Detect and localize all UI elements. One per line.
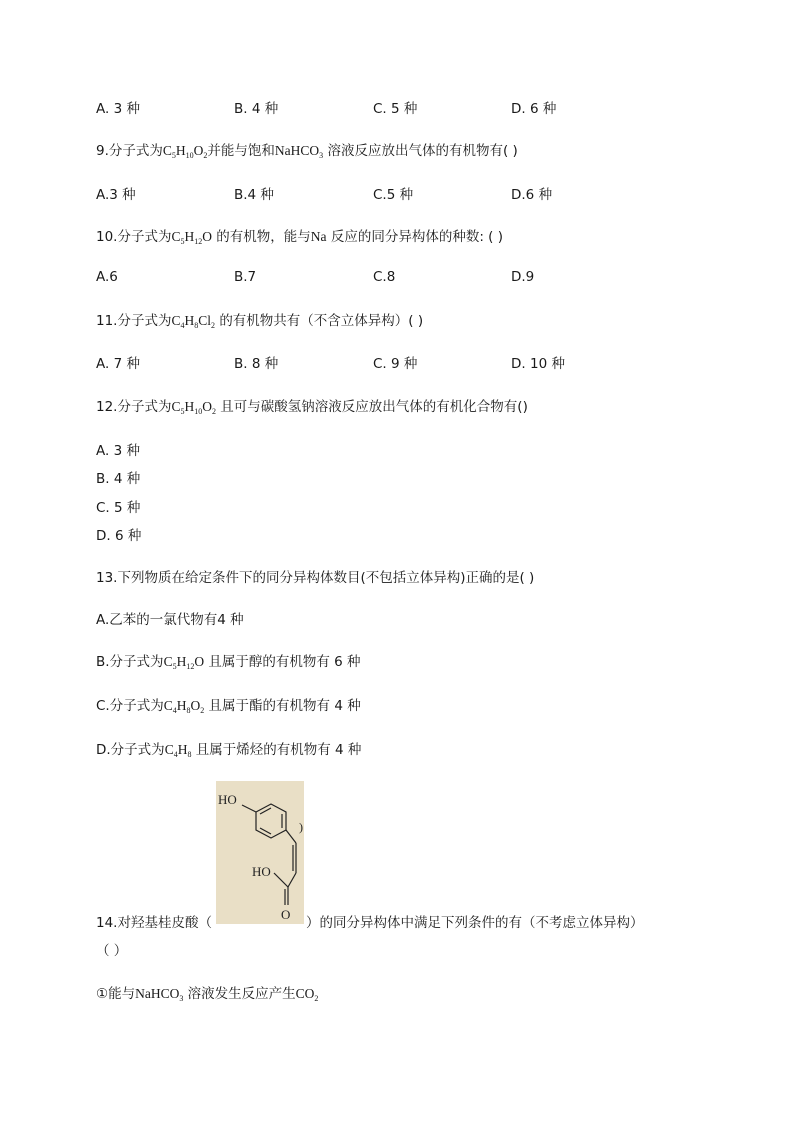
q11-prefix: 11.分子式为 (96, 313, 172, 329)
q13-option-b (96, 650, 361, 670)
q12-option-c: C. 5 种 (96, 500, 141, 516)
q10-na: Na (310, 229, 327, 244)
q13-d-suffix: 且属于烯烃的有机物有 4 种 (195, 742, 362, 758)
p-hydroxycinnamic-acid-structure (216, 781, 304, 924)
q10-formula: $C_5H_{12}O$ (171, 229, 212, 246)
q9-stem (96, 139, 518, 159)
q14-cond1-co2: $CO_2$ (295, 986, 319, 1003)
q8-option-a: A. 3 种 (96, 101, 140, 117)
q13-option-c (96, 694, 361, 714)
q13-b-suffix: 且属于醇的有机物有 6 种 (208, 654, 361, 670)
q11-option-a: A. 7 种 (96, 356, 140, 372)
q9-option-d: D.6 种 (511, 187, 553, 203)
q9-option-b: B.4 种 (234, 187, 274, 203)
q13-d-prefix: D.分子式为 (96, 742, 165, 758)
carbonyl-oxygen-label: O (281, 907, 291, 922)
q12-prefix: 12.分子式为 (96, 399, 172, 415)
q13-c-suffix: 且属于酯的有机物有 4 种 (208, 698, 361, 714)
q13-d-formula: $C_4H_8$ (164, 742, 192, 759)
q10-option-d: D.9 (511, 269, 535, 285)
q13-b-prefix: B.分子式为 (96, 654, 164, 670)
q13-c-formula: $C_4H_8O_2$ (163, 698, 205, 715)
q10-stem (96, 225, 503, 245)
q11-option-c: C. 9 种 (373, 356, 418, 372)
carboxyl-group (274, 873, 288, 905)
q8-option-c: C. 5 种 (373, 101, 418, 117)
q10-prefix: 10.分子式为 (96, 229, 172, 245)
q11-stem (96, 309, 423, 329)
q14-cond1-reagent: NaHCO$_3$ (135, 986, 184, 1003)
q12-option-a: A. 3 种 (96, 443, 140, 459)
q11-suffix: 的有机物共有（不含立体异构）( ) (219, 313, 424, 329)
q10-suffix: 反应的同分异构体的种数: ( ) (330, 229, 504, 245)
q10-option-a: A.6 (96, 269, 118, 285)
q14-suffix: ）的同分异构体中满足下列条件的有（不考虑立体异构） (306, 915, 644, 931)
acid-hydroxyl-label: HO (252, 864, 271, 879)
benzene-ring (242, 804, 286, 838)
q13-option-a: A.乙苯的一氯代物有4 种 (96, 612, 244, 628)
q12-formula: $C_5H_{10}O_2$ (171, 399, 216, 416)
q11-option-d: D. 10 种 (511, 356, 565, 372)
q9-option-c: C.5 种 (373, 187, 414, 203)
molecule-svg (216, 781, 304, 924)
q14-prefix: 14.对羟基桂皮酸（ (96, 915, 212, 931)
q10-option-c: C.8 (373, 269, 396, 285)
q14-answer-paren: （ ） (96, 943, 128, 959)
q13-c-prefix: C.分子式为 (96, 698, 164, 714)
hydroxyl-label: HO (218, 792, 237, 807)
q9-prefix: 9.分子式为 (96, 143, 163, 159)
q9-mid: 并能与饱和 (207, 143, 275, 159)
svg-text:): ) (299, 820, 303, 834)
q9-option-a: A.3 种 (96, 187, 136, 203)
q9-formula: $C_5H_{10}O_2$ (162, 143, 208, 160)
q10-option-b: B.7 (234, 269, 257, 285)
q12-stem (96, 395, 528, 415)
q12-option-d: D. 6 种 (96, 528, 142, 544)
q9-reagent: NaHCO$_3$ (274, 143, 324, 160)
q8-option-b: B. 4 种 (234, 101, 279, 117)
q14-cond1-prefix: ①能与 (96, 986, 136, 1002)
q12-option-b: B. 4 种 (96, 471, 141, 487)
q8-option-d: D. 6 种 (511, 101, 557, 117)
q13-b-formula: $C_5H_{12}O$ (163, 654, 205, 671)
q10-mid: 的有机物，能与 (216, 229, 311, 245)
q13-option-d (96, 738, 361, 758)
q11-formula: $C_4H_8Cl_2$ (171, 313, 216, 330)
q14-condition-1 (96, 982, 318, 1002)
alkene-chain (286, 830, 296, 887)
q14-cond1-mid: 溶液发生反应产生 (187, 986, 296, 1002)
q9-suffix: 溶液反应放出气体的有机物有( ) (327, 143, 518, 159)
q11-option-b: B. 8 种 (234, 356, 279, 372)
q13-stem: 13.下列物质在给定条件下的同分异构体数目(不包括立体异构)正确的是( ) (96, 570, 535, 586)
q12-suffix: 且可与碳酸氢钠溶液反应放出气体的有机化合物有() (220, 399, 528, 415)
